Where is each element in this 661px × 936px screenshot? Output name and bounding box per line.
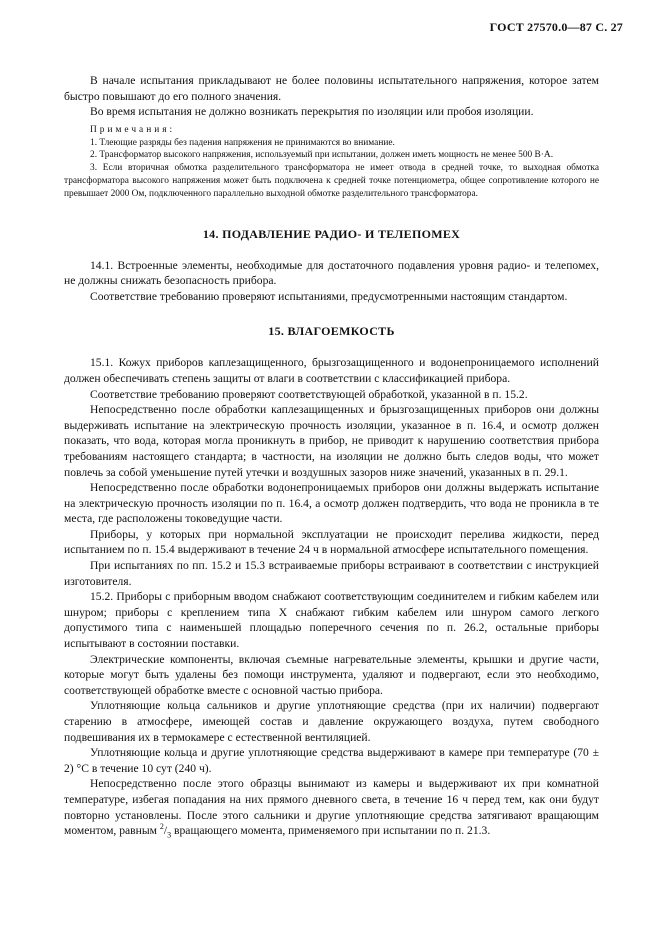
section-14-paragraph-1: 14.1. Встроенные элементы, необходимые для достаточного подавления уровня радио- и телепомех, не должны снижать безопасность прибора. [64, 258, 599, 288]
page-body [64, 73, 599, 839]
intro-paragraph-1: В начале испытания прикладывают не более половины испытательного напряжения, которое затем быстро повышают до его полного значения. [64, 74, 599, 103]
intro-paragraph-2: Во время испытания не должно возникать перекрытия по изоляции или пробоя изоляции. [90, 105, 534, 119]
section-14-title: 14. ПОДАВЛЕНИЕ РАДИО- И ТЕЛЕПОМЕХ [202, 226, 461, 241]
section-15-paragraph-10: Уплотняющие кольца и другие уплотняющие средства выдерживают в камере при температуре (70 ± 2) °С в течение 10 сут (240 ч). [64, 746, 599, 775]
section-15-paragraph-8: Электрические компоненты, включая съемные нагревательные элементы, крышки и другие части, которые могут быть удалены без помощи инструмента, удаляют и подвергают, если это необходимо, соответствующей обработке вместе с основной частью прибора. [64, 652, 599, 697]
notes-heading: Примечания: [90, 124, 176, 135]
fraction-denominator: 3 [167, 830, 172, 840]
fraction-numerator: 2 [159, 822, 164, 832]
section-15-paragraph-2: Соответствие требованию проверяют соответствующей обработкой, указанной в п. 15.2. [90, 387, 528, 401]
section-14-paragraph-2: Соответствие требованию проверяют испытаниями, предусмотренными настоящим стандартом. [90, 289, 568, 303]
fraction-slash: / [163, 824, 168, 838]
paragraph-11-text-b: вращающего момента, применяемого при испытании по п. 21.3. [174, 824, 491, 838]
section-15-paragraph-11 [64, 776, 599, 838]
section-15-paragraph-5: Приборы, у которых при нормальной эксплуатации не происходит перелива жидкости, перед испытанием по п. 15.4 выдерживают в течение 24 ч в нормальной атмосфере испытательного помещения. [64, 527, 599, 557]
paragraph-11-text-a: Непосредственно после этого образцы вынимают из камеры и выдерживают их при комнатной температуре, избегая попадания на них прямого дневного света, в течение 16 ч перед тем, как они будут повторно установлены. После этого сальники и другие уплотняющие средства затягивают вращающим моментом, равным [64, 777, 599, 838]
section-15-paragraph-7: 15.2. Приборы с приборным вводом снабжают соответствующим соединителем и гибким кабелем или шнуром; приборы с креплением типа X снабжают гибким кабелем или шнуром самого легкого допустимого типа с наименьшей площадью поперечного сечения по п. 26.2, остальные приборы испытывают в состоянии поставки. [64, 590, 599, 651]
section-15-paragraph-4: Непосредственно после обработки водонепроницаемых приборов они должны выдержать испытание на электрическую прочность изоляции по п. 16.4, а осмотр должен подтвердить, что вода не проникла в те места, где расположены токоведущие части. [64, 481, 599, 526]
section-15-title: 15. ВЛАГОЕМКОСТЬ [268, 324, 395, 339]
section-15-paragraph-3: Непосредственно после обработки каплезащищенных и брызгозащищенных приборов они должны выдерживать испытание на электрическую прочность изоляции, указанное в п. 16.4, и осмотр должен показать, что вода, которая могла проникнуть в прибор, не приводит к нарушению соответствия прибора требованиям настоящего стандарта; в частности, на изоляции не должно быть следов воды, что может повлечь за собой уменьшение путей утечки и воздушных зазоров ниже значений, указанных в п. 29.1. [64, 403, 599, 479]
section-15-paragraph-9: Уплотняющие кольца сальников и другие уплотняющие средства (при их наличии) подвергают старению в атмосфере, имеющей состав и давление окружающего воздуха, путем свободного подвешивания их в термокамере с естественной вентиляцией. [64, 699, 599, 744]
note-2: 2. Трансформатор высокого напряжения, используемый при испытании, должен иметь мощность не менее 500 В·А. [90, 150, 554, 161]
note-1: 1. Тлеющие разряды без падения напряжения не принимаются во внимание. [90, 137, 395, 148]
page-header: ГОСТ 27570.0—87 С. 27 [489, 20, 623, 34]
section-15-paragraph-6: При испытаниях по пп. 15.2 и 15.3 встраиваемые приборы встраивают в соответствии с инструкцией изготовителя. [64, 559, 599, 588]
section-15-paragraph-1: 15.1. Кожух приборов каплезащищенного, брызгозащищенного и водонепроницаемого исполнений должен обеспечивать степень защиты от влаги в соответствии с классификацией прибора. [64, 356, 599, 385]
note-3: 3. Если вторичная обмотка разделительного трансформатора не имеет отвода в средней точке, то выходная обмотка трансформатора высокого напряжения может быть подключена к средней точке потенциометра, общее сопротивление которого не превышает 2000 Ом, подключенного параллельно выходной обмотке разделительного трансформатора. [64, 163, 599, 199]
